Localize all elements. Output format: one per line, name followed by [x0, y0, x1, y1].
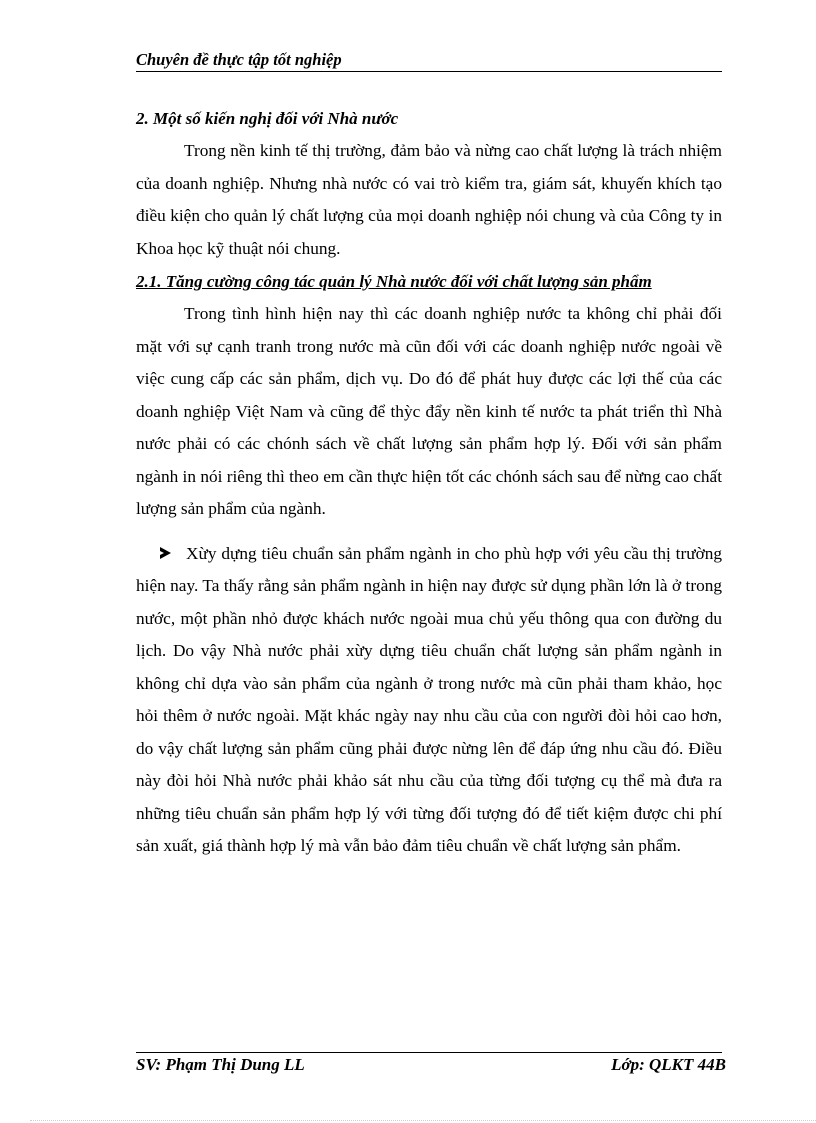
section-heading: 2. Một số kiến nghị đối với Nhà nước	[136, 109, 399, 128]
document-body	[136, 100, 722, 863]
footer-class: Lớp: QLKT 44B	[611, 1055, 726, 1074]
footer-student: SV: Phạm Thị Dung LL	[136, 1055, 305, 1074]
subsection-heading: 2.1. Tăng cường công tác quản lý Nhà nước đối với chất lượng sản phẩm	[136, 272, 652, 291]
footer-rule	[136, 1052, 722, 1053]
bullet-paragraph: Xừy dựng tiêu chuẩn sản phẩm ngành in cho phù hợp với yêu cầu thị trường hiện nay. Ta thấy rằng sản phẩm ngành in hiện nay được sử dụng phần lớn là ở trong nước, một phần nhỏ được khách nước ngoài mua chủ yếu thông qua con đường du lịch. Do vậy Nhà nước phải xừy dựng tiêu chuẩn chất lượng sản phẩm ngành in không chỉ dựa vào sản phẩm của ngành ở trong nước mà cũn phải tham khảo, học hỏi thêm ở nước ngoài. Mặt khác ngày nay nhu cầu của con người đòi hỏi cao hơn, do vậy chất lượng sản phẩm cũng phải được nừng lên để đáp ứng nhu cầu đó. Điều này đòi hỏi Nhà nước phải khảo sát nhu cầu của từng đối tượng cụ thể mà đưa ra những tiêu chuẩn sản phẩm hợp lý với từng đối tượng đó để tiết kiệm được chi phí sản xuất, giá thành hợp lý mà vẫn bảo đảm tiêu chuẩn về chất lượng sản phẩm.	[136, 543, 722, 855]
header-rule	[136, 71, 722, 72]
header-title: Chuyên đề thực tập tốt nghiệp	[136, 50, 342, 69]
intro-paragraph: Trong nền kinh tế thị trường, đảm bảo và nừng cao chất lượng là trách nhiệm của doanh nghiệp. Nhưng nhà nước có vai trò kiểm tra, giám sát, khuyến khích tạo điều kiện cho quản lý chất lượng của mọi doanh nghiệp nói chung và của Công ty in Khoa học kỹ thuật nói chung.	[136, 141, 722, 258]
arrow-bullet-icon	[160, 547, 171, 559]
subsection-paragraph: Trong tình hình hiện nay thì các doanh nghiệp nước ta không chỉ phải đối mặt với sự cạnh tranh trong nước mà cũn đối với các doanh nghiệp nước ngoài về việc cung cấp các sản phẩm, dịch vụ. Do đó để phát huy được các lợi thế của các doanh nghiệp Việt Nam và cũng để thỳc đẩy nền kinh tế nước ta phát triển thì Nhà nước phải có các chónh sách về chất lượng sản phẩm hợp lý. Đối với sản phẩm ngành in nói riêng thì theo em cần thực hiện tốt các chónh sách sau để nừng cao chất lượng sản phẩm của ngành.	[136, 304, 722, 518]
bullet-item	[136, 538, 722, 863]
page-edge-dotted-line	[30, 1120, 816, 1121]
